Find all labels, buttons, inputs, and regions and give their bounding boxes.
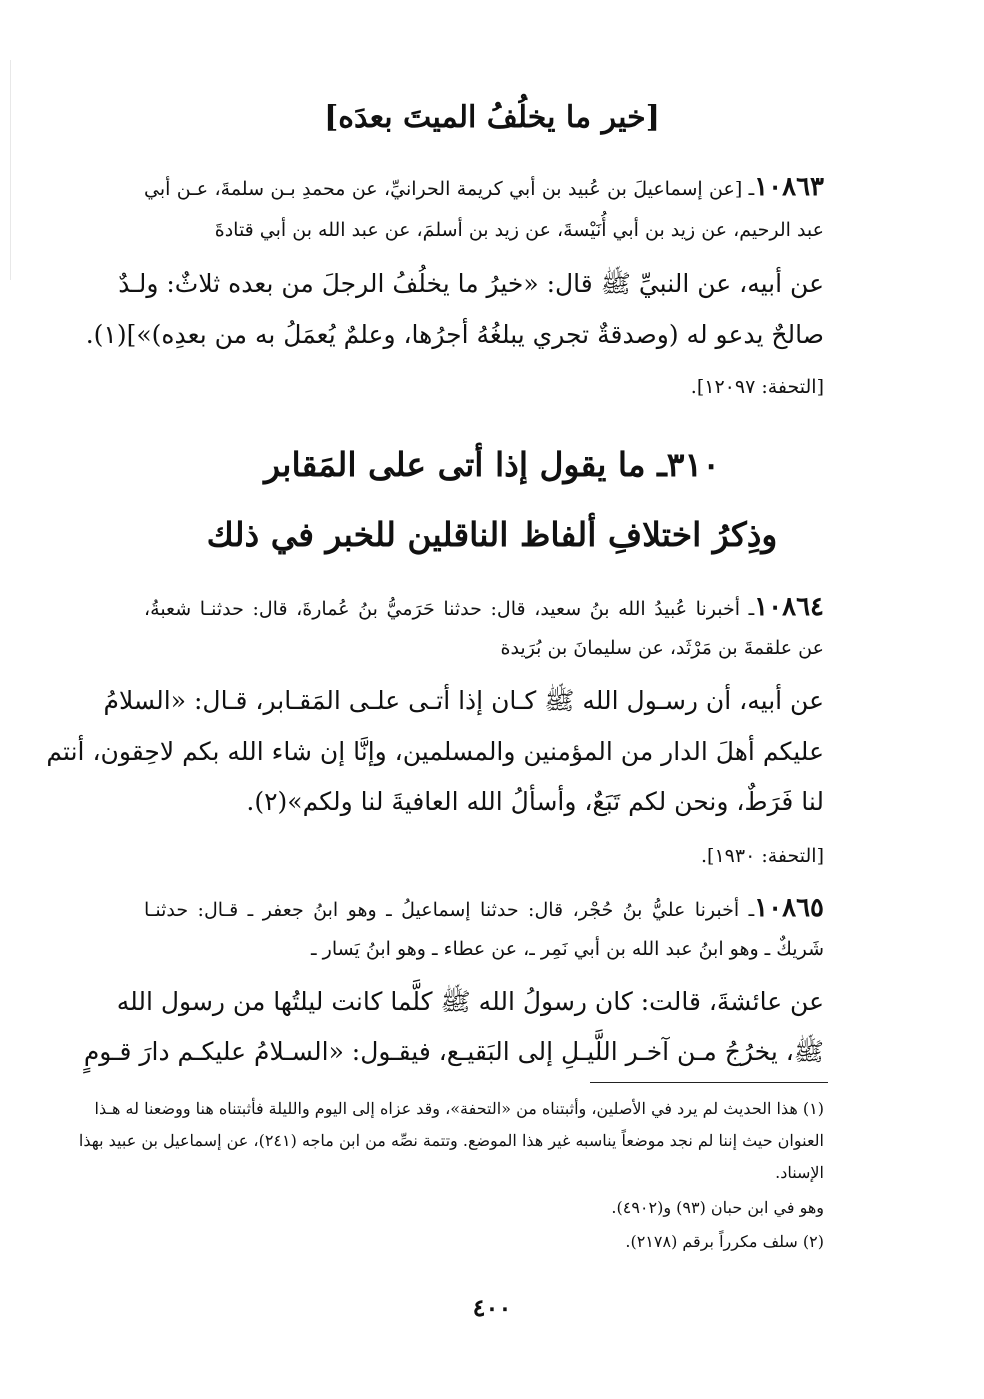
page-number: ٤٠٠ xyxy=(472,1293,512,1322)
hadith-number: ١٠٨٦٤ xyxy=(754,592,824,622)
hadith-10863-line-4: صالحٌ يدعو له (وصدقةٌ تجري يبلغُهُ أجرُها، وعلمٌ يُعمَلُ به من بعدِه)»](١). xyxy=(85,320,824,349)
footnote-1-line-4: وهو في ابن حبان (٩٣) و(٤٩٠٢). xyxy=(611,1198,824,1217)
hadith-10863-line-1: ١٠٨٦٣ـ [عن إسماعيلَ بن عُبيد بن أبي كريمة الحرانيِّ، عن محمدِ بـن سلمةَ، عـن أبي xyxy=(144,172,824,202)
footnote-1-line-1: (١) هذا الحديث لم يرد في الأصلين، وأثبتناه من «التحفة»، وقد عزاه إلى اليوم والليلة فأثبتناه هنا ووضعنا له هـذا xyxy=(94,1099,824,1118)
hadith-10864-line-2: عن علقمةَ بن مَرْثَد، عن سليمانَ بن بُرَيدة xyxy=(500,637,824,659)
hadith-10865-line-4: ﷺ، يخرُجُ مـن آخـر اللَّيـلِ إلى البَقيـع، فيقـول: «السـلامُ عليكـم دارَ قـومٍ xyxy=(83,1037,824,1066)
hadith-10865-line-1: ١٠٨٦٥ـ أخبرنا عليُّ بنُ حُجْر، قال: حدثنا إسماعيلُ ـ وهو ابنُ جعفر ـ قـال: حدثنـا xyxy=(144,893,824,923)
chapter-title: ٣١٠ـ ما يقول إذا أتى على المَقابر xyxy=(264,445,720,484)
footnote-2: (٢) سلف مكرراً برقم (٢١٧٨). xyxy=(625,1232,824,1251)
hadith-10865-line-2: شَريكٌ ـ وهو ابنُ عبد الله بن أبي نَمِر ـ، عن عطاء ـ وهو ابنُ يَسار ـ xyxy=(311,938,824,960)
tuhfa-reference: [التحفة: ١٢٠٩٧]. xyxy=(690,376,824,398)
hadith-10863-line-3: عن أبيه، عن النبيِّ ﷺ قال: «خيرُ ما يخلُفُ الرجلَ من بعده ثلاثٌ: ولـدٌ xyxy=(118,269,824,298)
hadith-number: ١٠٨٦٥ xyxy=(754,893,824,923)
chapter-subtitle: وذِكرُ اختلافِ ألفاظ الناقلين للخبر في ذلك xyxy=(206,515,778,554)
footnote-divider xyxy=(590,1082,828,1083)
hadith-10864-line-1: ١٠٨٦٤ـ أخبرنا عُبيدُ الله بنُ سعيد، قال: حدثنا حَرَميُّ بنُ عُمارةَ، قال: حدثنـا شعبةُ، xyxy=(144,592,824,622)
hadith-10864-line-5: لنا فَرَطٌ، ونحن لكم تَبَعٌ، وأسألُ الله العافيةَ لنا ولكم»(٢). xyxy=(246,787,824,816)
hadith-10865-line-3: عن عائشةَ، قالت: كان رسولُ الله ﷺ كلَّما كانت ليلتُها من رسول الله xyxy=(116,987,824,1016)
tuhfa-reference: [التحفة: ١٩٣٠]. xyxy=(701,845,824,867)
footnote-1-line-3: الإسناد. xyxy=(775,1163,824,1182)
scan-edge xyxy=(10,60,11,280)
hadith-number: ١٠٨٦٣ xyxy=(754,172,824,202)
hadith-10863-line-2: عبد الرحيم، عن زيد بن أبي أُنَيْسةَ، عن زيد بن أسلمَ، عن عبد الله بن أبي قتادةَ xyxy=(214,219,824,241)
section-title: [خير ما يخلُفُ الميتَ بعدَه] xyxy=(324,100,660,135)
footnote-1-line-2: العنوان حيث إننا لم نجد موضعاً يناسبه غير هذا الموضع. وتتمة نصِّه من ابن ماجه (٢٤١)، عن إسماعيل بن عبيد بهذا xyxy=(78,1131,824,1150)
hadith-10864-line-4: عليكم أهلَ الدار من المؤمنين والمسلمين، وإنَّا إن شاء الله بكم لاحِقون، أنتم xyxy=(46,737,824,766)
hadith-10864-line-3: عن أبيه، أن رسـول الله ﷺ كـان إذا أتـى علـى المَقـابر، قـال: «السلامُ xyxy=(103,686,824,715)
